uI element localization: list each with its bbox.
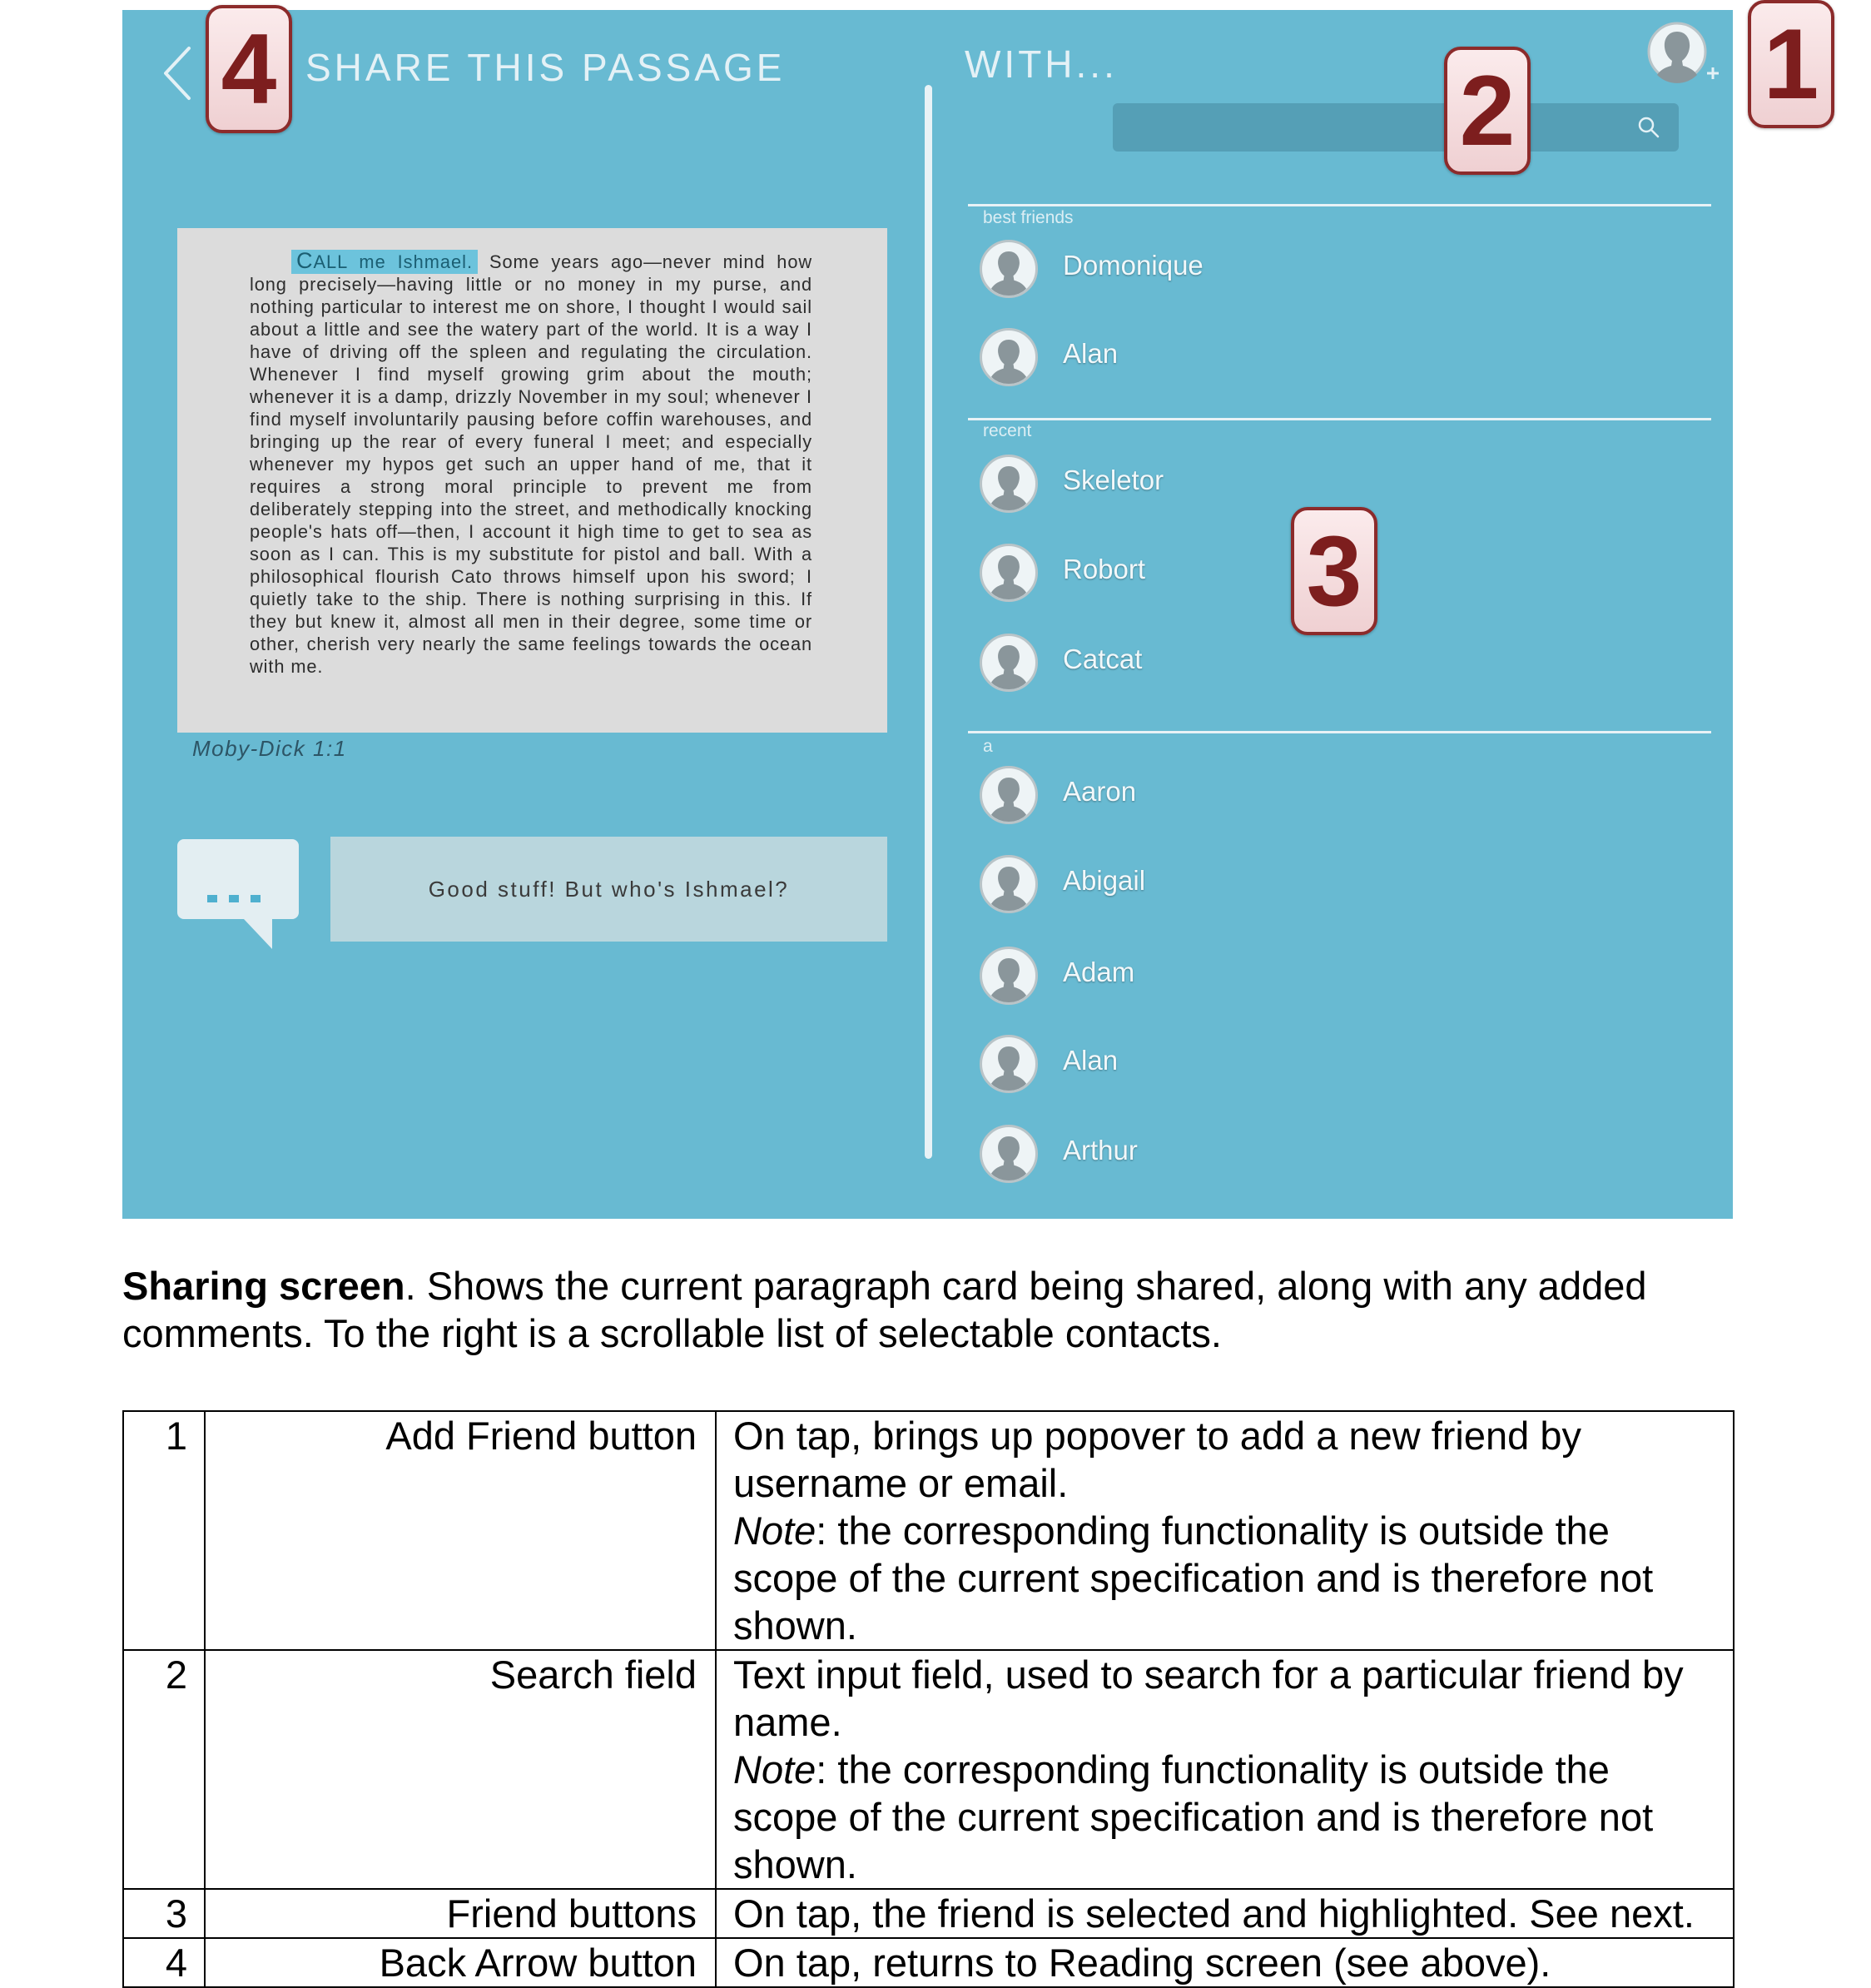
passage-card [177,228,887,733]
avatar-icon [980,855,1038,913]
friend-name: Adam [1063,957,1135,987]
friend-button[interactable] [980,855,1562,922]
friend-name: Arthur [1063,1135,1138,1165]
avatar-icon [980,1035,1038,1093]
search-icon [1637,116,1660,139]
with-title: WITH... [965,42,1118,86]
friend-button[interactable] [980,766,1562,832]
column-divider [925,85,932,1159]
table-row: 3 Friend buttons On tap, the friend is selected and highlighted. See next. [123,1889,1734,1938]
friend-name: Alan [1063,1045,1119,1076]
callout-badge-3: 3 [1291,507,1377,635]
add-user-icon [1645,18,1720,93]
friend-name: Robort [1063,554,1146,584]
friend-name: Catcat [1063,644,1143,674]
friend-button[interactable] [980,1035,1562,1101]
avatar-icon [980,455,1038,513]
section-label: a [983,737,993,756]
table-row: 1 Add Friend button On tap, brings up popover to add a new friend by username or email. Note: the corresponding functionality is outside the scope of the current specification and is therefore not shown. [123,1411,1734,1650]
passage-lead: CALL me Ishmael. [291,250,478,274]
comment-bubble-icon[interactable] [176,837,300,950]
table-row: 2 Search field Text input field, used to search for a particular friend by name. Note: the corresponding functionality is outside the scope of the current specification and is therefore not shown. [123,1650,1734,1889]
friend-button[interactable] [980,328,1562,395]
section-divider [968,204,1711,206]
avatar-icon [980,634,1038,692]
avatar-icon [980,1125,1038,1183]
search-field[interactable] [1113,103,1679,152]
back-arrow-button[interactable] [154,42,199,105]
friend-button[interactable] [980,455,1562,521]
friend-button[interactable] [980,544,1562,610]
avatar-icon [980,240,1038,298]
avatar-icon [980,947,1038,1005]
friend-name: Alan [1063,338,1119,369]
sharing-screen-mockup [122,8,1819,1219]
callout-badge-2: 2 [1444,47,1531,175]
chevron-left-icon [154,42,199,105]
section-divider [968,418,1711,420]
avatar-icon [980,328,1038,386]
section-label: recent [983,421,1032,440]
friend-name: Aaron [1063,776,1137,807]
passage-citation: Moby-Dick 1:1 [192,736,347,761]
callout-badge-1: 1 [1748,0,1834,128]
avatar-icon [980,544,1038,602]
share-passage-title: SHARE THIS PASSAGE [305,46,786,89]
friend-name: Skeletor [1063,465,1164,495]
search-input[interactable] [1113,103,1612,152]
comment-box[interactable]: Good stuff! But who's Ishmael? [330,837,887,942]
friend-button[interactable] [980,1125,1562,1191]
section-label: best friends [983,208,1074,227]
callout-badge-4: 4 [206,5,292,133]
friend-button[interactable] [980,947,1562,1013]
avatar-icon [980,766,1038,824]
legend-table [122,1410,1735,1988]
friend-name: Domonique [1063,250,1203,281]
table-row: 4 Back Arrow button On tap, returns to Reading screen (see above). [123,1938,1734,1987]
figure-caption: Sharing screen. Shows the current paragraph card being shared, along with any added comments. To the right is a scrollable list of selectable contacts. [122,1264,1647,1355]
section-divider [968,731,1711,733]
friend-name: Abigail [1063,865,1146,896]
passage-text: Some years ago—never mind how long precisely—having little or no money in my purse, and nothing particular to interest me on shore, I thought I would sail about a little and see the watery part of the world. It is a way I have of driving off the spleen and regulating the circulation. Whenever I find myself growing grim about the mouth; whenever it is a damp, drizzly November in my soul; whenever I find myself involuntarily pausing before coffin warehouses, and bringing up the rear of every funeral I meet; and especially whenever my hypos get such an upper hand of me, that it requires a strong moral principle to prevent me from deliberately stepping into the street, and methodically knocking people's hats off—then, I account it high time to get to sea as soon as I can. This is my substitute for pistol and ball. With a philosophical flourish Cato throws himself upon his sword; I quietly take to the ship. There is nothing surprising in this. If they but knew it, almost all men in their degree, some time or other, cherish very nearly the same feelings towards the ocean with me. [250,251,812,677]
friend-button[interactable] [980,634,1562,700]
friend-button[interactable] [980,240,1562,306]
add-friend-button[interactable] [1645,18,1720,93]
